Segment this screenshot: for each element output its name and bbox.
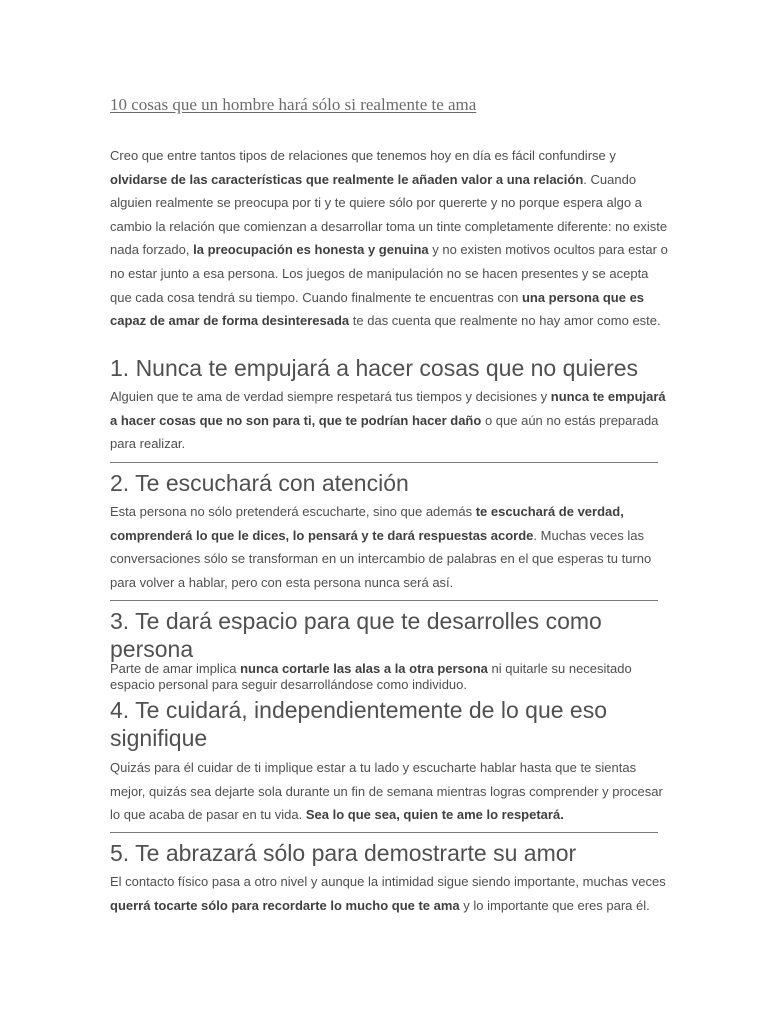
emphasis-text: la preocupación es honesta y genuina — [193, 242, 429, 258]
section-heading-4: 4. Te cuidará, independientemente de lo que eso signifique — [110, 697, 608, 751]
section-heading-5: 5. Te abrazará sólo para demostrarte su amor — [110, 840, 577, 866]
emphasis-text: olvidarse de las características que realmente le añaden valor a una relación — [110, 171, 584, 187]
section-divider — [110, 832, 658, 833]
emphasis-text: Sea lo que sea, quien te ame lo respetará. — [305, 807, 564, 823]
emphasis-text: nunca te empujará a hacer cosas que no son para ti, que te podrían hacer daño — [110, 389, 666, 428]
emphasis-text: nunca cortarle las alas a la otra persona — [240, 661, 488, 676]
section-divider — [110, 600, 658, 601]
section-body-2: Esta persona no sólo pretenderá escucharte, sino que además te escuchará de verdad, comprenderá lo que le dices, lo pensará y te dará respuestas acorde. Muchas veces las conversaciones sólo se transforman en un intercambio de palabras en el que esperas tu turno para volver a hablar, pero con esta persona nunca será así. — [110, 504, 652, 590]
emphasis-text: una persona que es capaz de amar de forma desinteresada — [110, 289, 645, 329]
section-body-3: Parte de amar implica nunca cortarle las alas a la otra persona ni quitarle su necesitado espacio personal para seguir desarrollándose como individuo. — [110, 661, 632, 692]
section-heading-3: 3. Te dará espacio para que te desarrolles como persona — [110, 608, 602, 662]
intro-paragraph: Creo que entre tantos tipos de relaciones que tenemos hoy en día es fácil confundirse y olvidarse de las características que realmente le añaden valor a una relación. Cuando alguien realmente se preocupa por ti y te quiere sólo por quererte y no porque espera algo a cambio la relación que comienzan a desarrollar toma un tinte completamente diferente: no existe nada forzado, la preocupación es honesta y genuina y no existen motivos ocultos para estar o no estar junto a esa persona. Los juegos de manipulación no se hacen presentes y se acepta que cada cosa tendrá su tiempo. Cuando finalmente te encuentras con una persona que es capaz de amar de forma desinteresada te das cuenta que realmente no hay amor como este. — [110, 148, 668, 329]
emphasis-text: te escuchará de verdad, comprenderá lo que le dices, lo pensará y te dará respuestas acorde — [110, 504, 624, 543]
section-body-5: El contacto físico pasa a otro nivel y aunque la intimidad sigue siendo importante, muchas veces querrá tocarte sólo para recordarte lo mucho que te ama y lo importante que eres para él. — [110, 874, 666, 913]
section-heading-2: 2. Te escuchará con atención — [110, 470, 409, 496]
section-body-1: Alguien que te ama de verdad siempre respetará tus tiempos y decisiones y nunca te empujará a hacer cosas que no son para ti, que te podrían hacer daño o que aún no estás preparada para realizar. — [110, 389, 666, 452]
section-heading-1: 1. Nunca te empujará a hacer cosas que no quieres — [110, 355, 639, 381]
emphasis-text: querrá tocarte sólo para recordarte lo mucho que te ama — [110, 897, 460, 913]
section-divider — [110, 462, 658, 463]
article-title: 10 cosas que un hombre hará sólo si realmente te ama — [110, 95, 477, 114]
section-body-4: Quizás para él cuidar de ti implique estar a tu lado y escucharte hablar hasta que te sientas mejor, quizás sea dejarte sola durante un fin de semana mientras logras comprender y procesar lo que acaba de pasar en tu vida. Sea lo que sea, quien te ame lo respetará. — [110, 760, 663, 823]
